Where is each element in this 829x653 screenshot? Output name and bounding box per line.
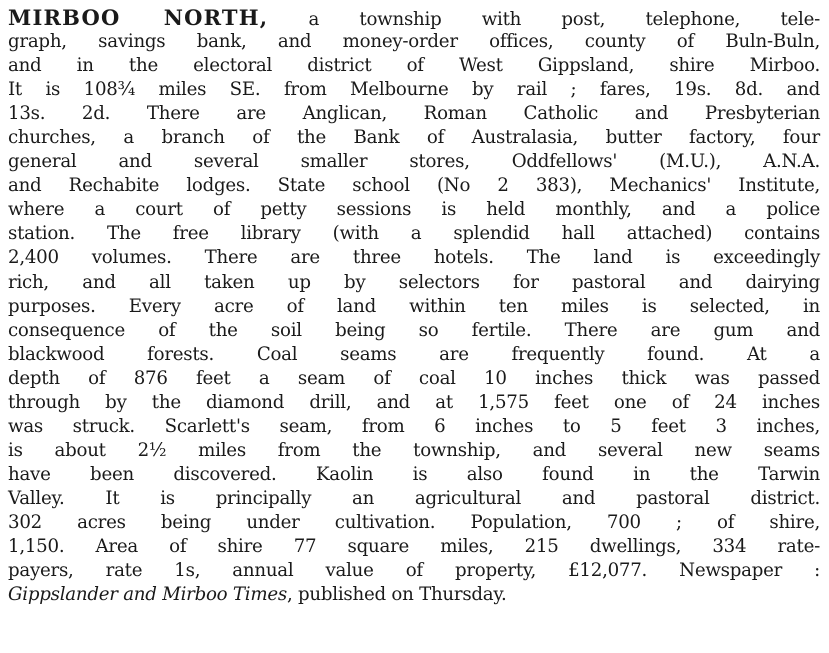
entry-line-24: payers, rate 1s, annual value of property, £12,077. Newspaper : [8, 560, 820, 582]
entry-line-14: consequence of the soil being so fertile. There are gum and [8, 319, 820, 341]
entry-line-2: graph, savings bank, and money-order offices, county of Buln-Buln, [8, 31, 820, 53]
entry-line-15: blackwood forests. Coal seams are frequently found. At a [8, 343, 820, 365]
entry-line-21: Valley. It is principally an agricultural and pastoral district. [8, 487, 820, 509]
entry-line-8: and Rechabite lodges. State school (No 2 383), Mechanics' Institute, [8, 175, 820, 197]
entry-line-16: depth of 876 feet a seam of coal 10 inches thick was passed [8, 367, 820, 389]
entry-line-18: was struck. Scarlett's seam, from 6 inches to 5 feet 3 inches, [8, 415, 820, 437]
entry-line-13: purposes. Every acre of land within ten miles is selected, in [8, 295, 820, 317]
entry-line-6: churches, a branch of the Bank of Australasia, butter factory, four [8, 127, 820, 149]
entry-line-1-text: a township with post, telephone, tele- [268, 9, 821, 30]
entry-line-17: through by the diamond drill, and at 1,575 feet one of 24 inches [8, 391, 820, 413]
entry-line-10: station. The free library (with a splendid hall attached) contains [8, 223, 820, 245]
entry-line-9: where a court of petty sessions is held monthly, and a police [8, 199, 820, 221]
entry-line-12: rich, and all taken up by selectors for pastoral and dairying [8, 271, 820, 293]
entry-line-23: 1,150. Area of shire 77 square miles, 215 dwellings, 334 rate- [8, 536, 820, 558]
gazetteer-entry [8, 6, 820, 607]
entry-line-22: 302 acres being under cultivation. Population, 700 ; of shire, [8, 511, 820, 533]
entry-line-5: 13s. 2d. There are Anglican, Roman Catholic and Presbyterian [8, 103, 820, 125]
entry-line-7: general and several smaller stores, Oddfellows' (M.U.), A.N.A. [8, 151, 820, 173]
entry-line-20: have been discovered. Kaolin is also found in the Tarwin [8, 463, 820, 485]
entry-line-1 [8, 6, 820, 30]
entry-line-25-text: , published on Thursday. [286, 584, 507, 606]
newspaper-title: Gippslander and Mirboo Times [8, 584, 287, 606]
entry-line-25 [8, 583, 820, 607]
entry-line-11: 2,400 volumes. There are three hotels. The land is exceedingly [8, 247, 820, 269]
entry-heading: MIRBOO NORTH, [8, 5, 269, 30]
entry-line-4: It is 108¾ miles SE. from Melbourne by rail ; fares, 19s. 8d. and [8, 79, 820, 101]
entry-line-19: is about 2½ miles from the township, and several new seams [8, 439, 820, 461]
entry-line-3: and in the electoral district of West Gippsland, shire Mirboo. [8, 55, 820, 77]
